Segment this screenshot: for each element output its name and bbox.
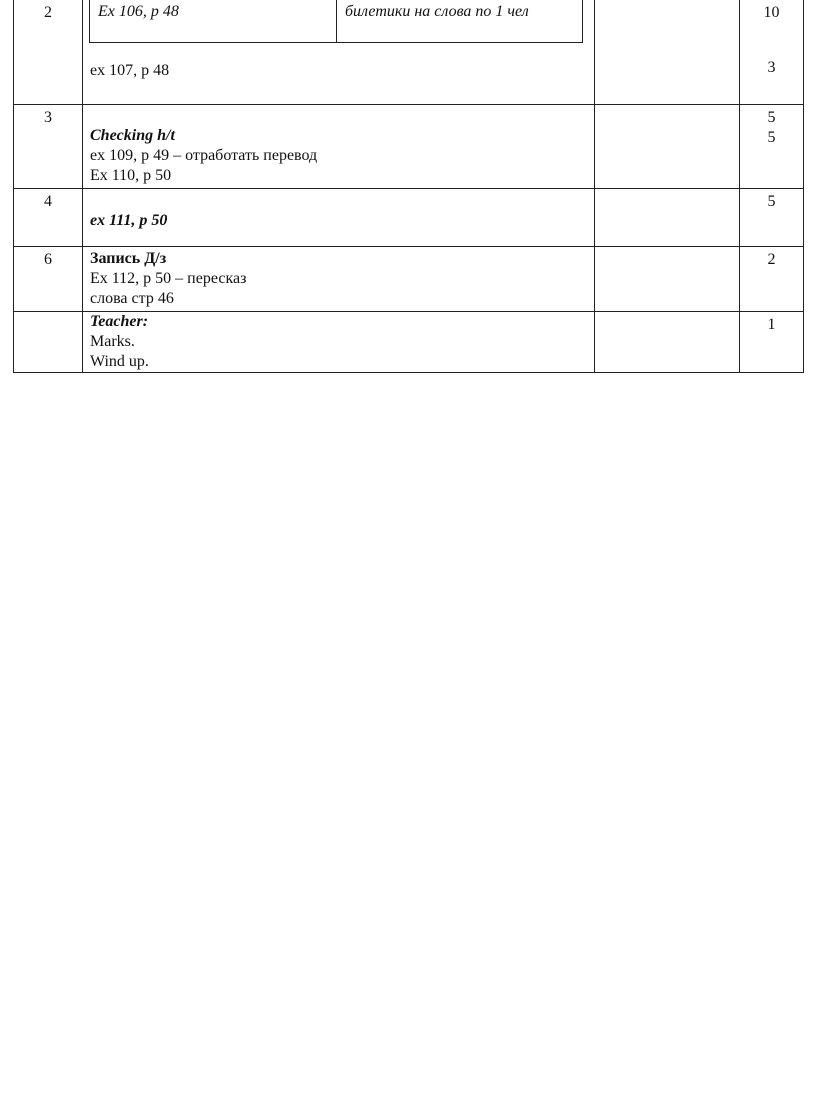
activity-cell (83, 0, 595, 105)
activity-cell (83, 105, 595, 189)
empty-cell (595, 189, 740, 247)
nested-table-row (90, 0, 583, 43)
time-value: 5 (767, 193, 776, 210)
time-value: 2 (767, 251, 776, 268)
time-cell (740, 105, 804, 189)
step-number-cell (14, 189, 83, 247)
activity-line: ex 107, p 48 (90, 62, 170, 79)
activity-cell (83, 189, 595, 247)
step-number-cell (14, 0, 83, 105)
step-number: 4 (44, 193, 52, 210)
activity-heading: Teacher: (90, 313, 149, 330)
nested-cell-description: билетики на слова по 1 чел (337, 0, 583, 43)
step-number-cell (14, 247, 83, 312)
step-number: 3 (44, 109, 52, 126)
time-value: 3 (767, 59, 776, 76)
time-cell (740, 0, 804, 105)
activity-heading: Запись Д/з (90, 250, 167, 267)
table-row (14, 189, 804, 247)
time-value: 5 (767, 109, 776, 126)
time-value: 10 (763, 4, 780, 21)
empty-cell (595, 312, 740, 373)
lesson-plan-table (13, 0, 804, 373)
table-row (14, 247, 804, 312)
step-number-cell (14, 312, 83, 373)
activity-cell (83, 247, 595, 312)
time-cell (740, 312, 804, 373)
time-cell (740, 247, 804, 312)
activity-heading: ex 111, p 50 (90, 212, 168, 229)
nested-activity-table (89, 0, 583, 43)
activity-line: Wind up. (90, 353, 149, 370)
table-row (14, 312, 804, 373)
empty-cell (595, 247, 740, 312)
step-number: 2 (44, 4, 52, 21)
nested-cell-exercise: Ex 106, p 48 (90, 0, 337, 43)
table-row (14, 105, 804, 189)
activity-heading: Checking h/t (90, 127, 175, 144)
activity-line: Ex 110, p 50 (90, 167, 172, 184)
time-cell (740, 189, 804, 247)
time-value: 5 (767, 129, 776, 146)
empty-cell (595, 0, 740, 105)
table-row (14, 0, 804, 105)
activity-line: слова стр 46 (90, 290, 174, 307)
step-number-cell (14, 105, 83, 189)
time-value: 1 (767, 316, 776, 333)
step-number: 6 (44, 251, 52, 268)
activity-line: ex 109, p 49 – отработать перевод (90, 147, 318, 164)
activity-line: Ex 112, p 50 – пересказ (90, 270, 247, 287)
activity-cell (83, 312, 595, 373)
activity-line: Marks. (90, 333, 135, 350)
empty-cell (595, 105, 740, 189)
